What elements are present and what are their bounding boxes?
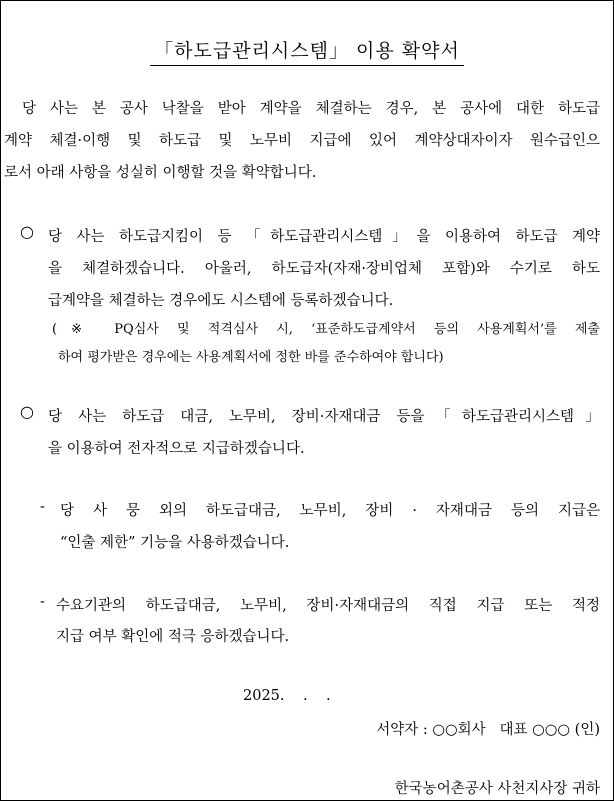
- item2-line-2: 을 이용하여 전자적으로 지급하겠습니다.: [48, 441, 305, 457]
- item1-line-2: 을 체결하겠습니다. 아울러, 하도급자(자재·장비업체 포함)와 수기로 하도: [48, 261, 600, 277]
- item1-line-1: 당 사는 하도급지킴이 등 「하도급관리시스템」을 이용하여 하도급 계약: [48, 229, 600, 245]
- sub2-dash-icon: -: [40, 594, 45, 610]
- sub2-line-2: 지급 여부 확인에 적극 응하겠습니다.: [56, 629, 290, 645]
- item1-note-line-2: 하여 평가받은 경우에는 사용계획서에 정한 바를 준수하여야 합니다): [58, 350, 444, 365]
- item1-bullet-icon: ○: [20, 222, 34, 241]
- date-line: 2025. . .: [243, 688, 331, 704]
- item2-line-1: 당 사는 하도급 대금, 노무비, 장비·자재대금 등을「하도급관리시스템」: [48, 409, 600, 425]
- sub2-line-1: 수요기관의 하도급대금, 노무비, 장비·자재대금의 직접 지급 또는 적정: [56, 598, 600, 614]
- intro-line-1: 당 사는 본 공사 낙찰을 받아 계약을 체결하는 경우, 본 공사에 대한 하도급: [22, 101, 600, 117]
- intro-line-3: 로서 아래 사항을 성실히 이행할 것을 확약합니다.: [4, 165, 317, 181]
- sub1-line-1: 당 사 뭉 외의 하도급대금, 노무비, 장비 · 자재대금 등의 지급은: [60, 503, 600, 519]
- sub1-dash-icon: -: [40, 499, 45, 515]
- item1-line-3: 급계약을 체결하는 경우에도 시스템에 등록하겠습니다.: [48, 293, 394, 309]
- sub1-line-2: “인출 제한” 기능을 사용하겠습니다.: [60, 535, 290, 551]
- signer-line: 서약자 : ○○회사 대표 ○○○ (인): [376, 722, 600, 738]
- recipient-line: 한국농어촌공사 사천지사장 귀하: [394, 781, 600, 797]
- item2-bullet-icon: ○: [20, 402, 34, 421]
- item1-note-line-1: (※ PQ심사 및 적격심사 시, ‘표준하도급계약서 등의 사용계획서’를 제출: [52, 322, 600, 337]
- document-title: 「하도급관리시스템」 이용 확약서: [0, 36, 614, 63]
- intro-line-2: 계약 체결·이행 및 하도급 및 노무비 지급에 있어 계약상대자이자 원수급인으: [4, 133, 600, 149]
